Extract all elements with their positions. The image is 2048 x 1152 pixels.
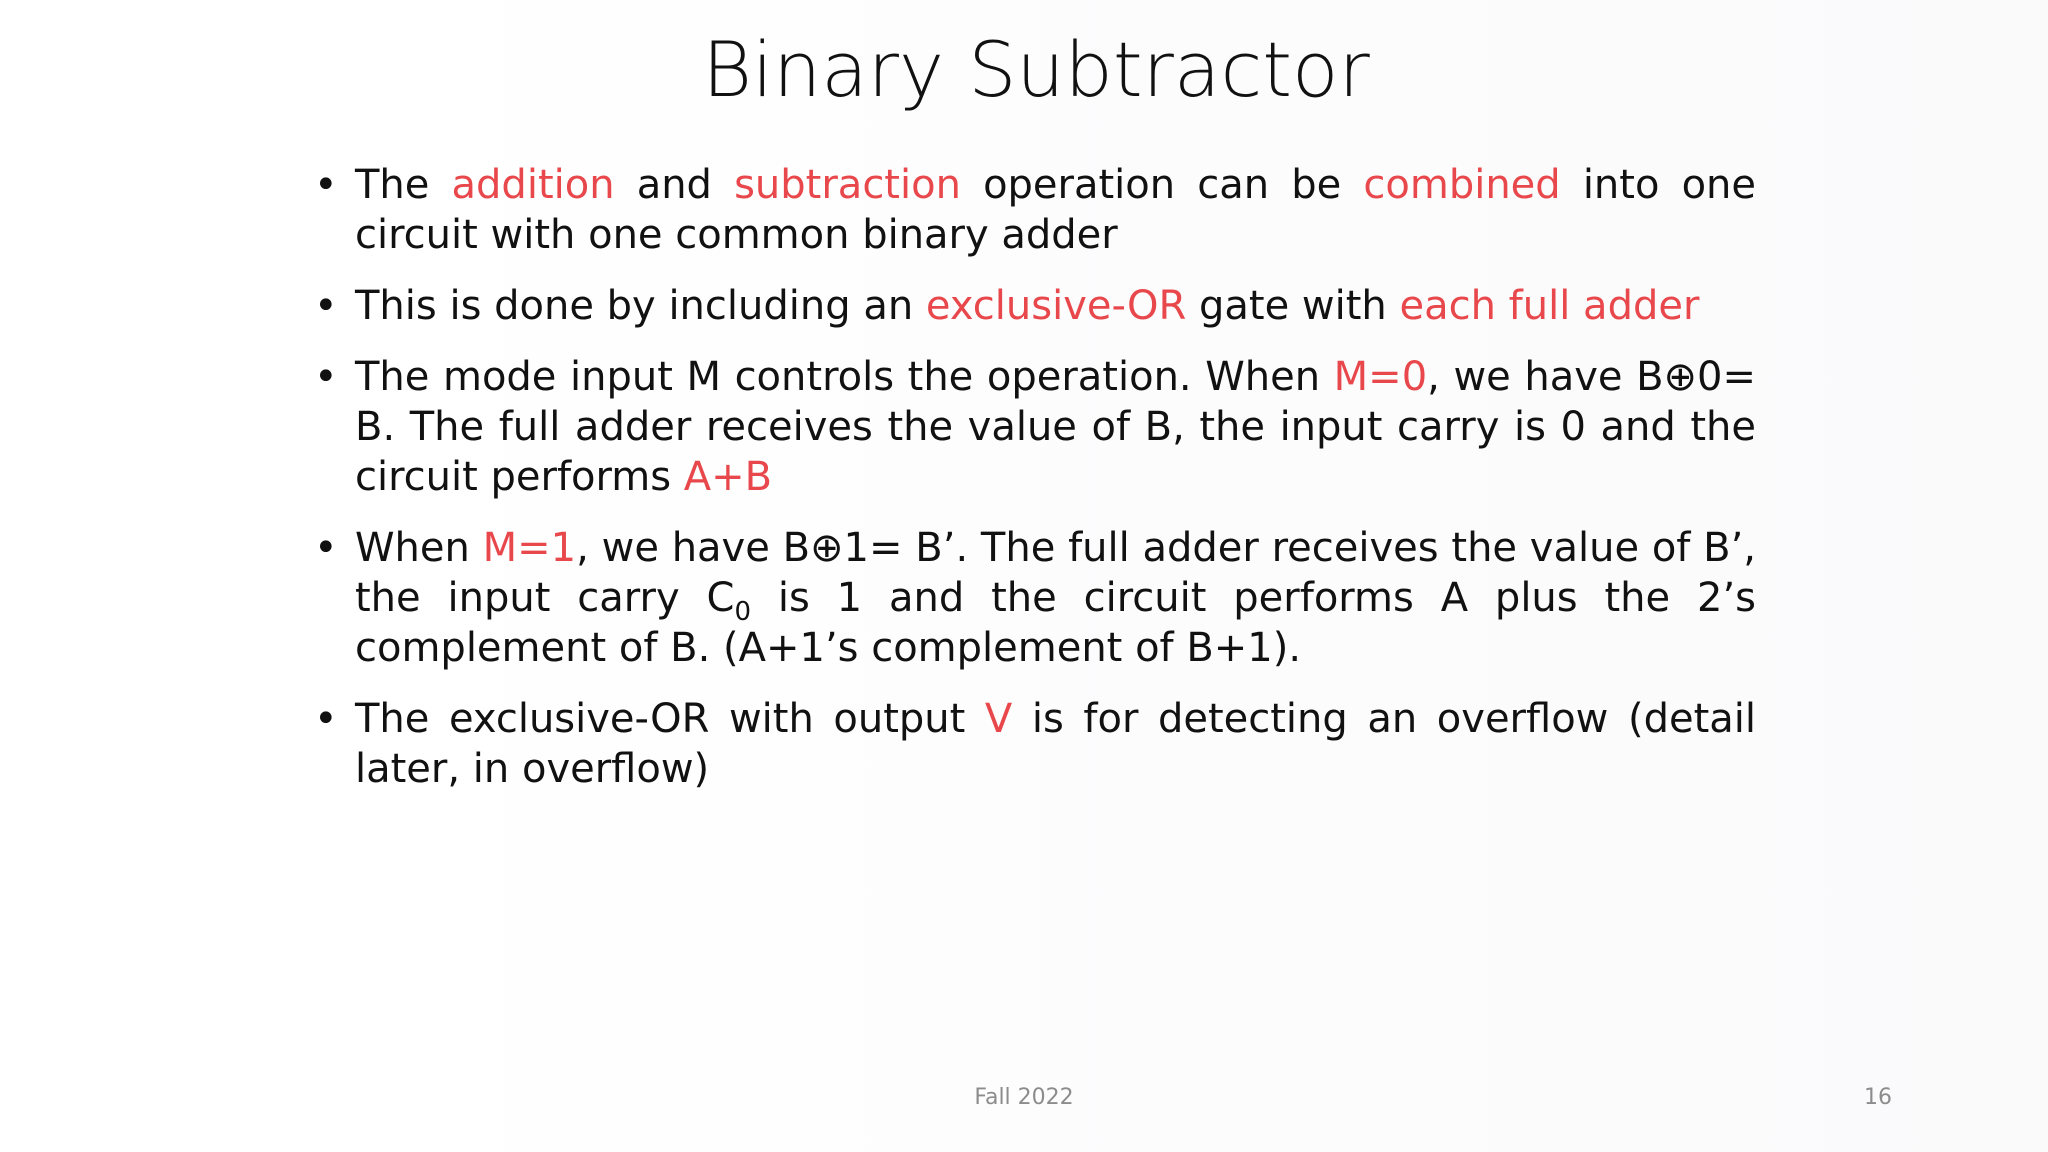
bullet-item <box>310 352 1756 502</box>
bullet-item <box>310 694 1756 794</box>
bullet-dot: • <box>314 354 338 400</box>
highlight-term: M=1 <box>482 525 577 571</box>
slide-title: Binary Subtractor <box>702 25 1370 114</box>
bullet-text: When M=1, we have B⊕1= B’. The full adder receives the value of B’, the input carry $C_0$ is 1 and the circuit performs A plus the 2’s complement of B. (A+1’s complement of B+1). <box>355 525 1757 671</box>
highlight-term: exclusive-OR <box>925 283 1187 329</box>
bullet-dot: • <box>314 283 338 329</box>
bullet-dot: • <box>314 525 338 571</box>
highlight-term: M=0 <box>1333 354 1428 400</box>
footer-date: Fall 2022 <box>974 1085 1074 1110</box>
bullet-item <box>310 160 1756 260</box>
bullet-list <box>310 160 1756 815</box>
bullet-item <box>310 523 1756 673</box>
highlight-term: subtraction <box>734 162 961 208</box>
bullet-text: The exclusive-OR with output V is for detecting an overflow (detail later, in overflow) <box>355 696 1756 792</box>
slide-number: 16 <box>1864 1085 1892 1110</box>
highlight-term: combined <box>1363 162 1561 208</box>
subscript: 0 <box>734 597 751 627</box>
bullet-text: The addition and subtraction operation can be combined into one circuit with one common binary adder <box>355 162 1757 258</box>
bullet-text: This is done by including an exclusive-OR gate with each full adder <box>355 283 1700 329</box>
highlight-term: A+B <box>683 454 773 500</box>
bullet-text: The mode input M controls the operation. When M=0, we have B⊕0= B. The full adder receives the value of B, the input carry is 0 and the circuit performs A+B <box>355 354 1757 500</box>
highlight-term: addition <box>451 162 615 208</box>
highlight-term: V <box>984 696 1013 742</box>
bullet-dot: • <box>314 162 338 208</box>
bullet-item <box>310 281 1756 331</box>
highlight-term: each full adder <box>1399 283 1700 329</box>
bullet-dot: • <box>314 696 338 742</box>
